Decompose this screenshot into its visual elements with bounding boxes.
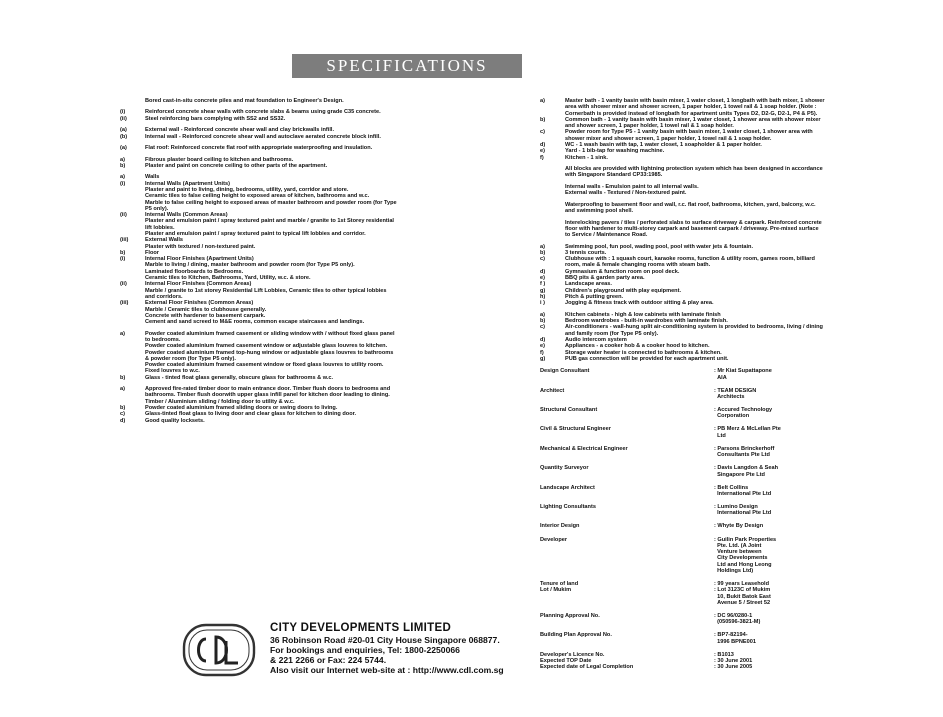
spec-item: [120, 300, 398, 325]
spec-item-text: Internal wall - Reinforced concrete shear wall and autoclave aerated concrete block infill.: [145, 133, 381, 140]
consultant-name: : DC 96/0280-1 (050596-3821-M): [714, 613, 761, 626]
spec-item-text: 3 tennis courts.: [565, 249, 607, 256]
spec-item-text: Internal walls - Emulsion paint to all internal walls. External walls - Textured / Non-textured paint.: [565, 183, 699, 197]
spec-item-marker: (iii): [120, 300, 129, 307]
consultant-row: [540, 426, 825, 439]
spec-item-text: Powder coated aluminium framed casement window or adjustable glass louvres to kitchen.: [145, 343, 388, 350]
spec-item: [540, 202, 825, 215]
consultant-role: Structural Consultant: [540, 407, 598, 414]
consultant-role: Landscape Architect: [540, 484, 595, 491]
spec-item: [120, 237, 398, 250]
spec-item-marker: c): [540, 256, 545, 263]
spec-item-marker: (a): [120, 145, 127, 152]
spec-item-text: Gymnasium & function room on pool deck.: [565, 268, 680, 275]
consultant-role: Mechanical & Electrical Engineer: [540, 445, 628, 452]
consultant-name: : Whyte By Design: [714, 523, 764, 530]
page-title: SPECIFICATIONS: [292, 54, 522, 78]
spec-item-marker: a): [540, 243, 545, 250]
consultant-name: : Accured Technology Corporation: [714, 407, 773, 420]
consultant-row: [540, 465, 825, 478]
spec-item-marker: e): [540, 148, 545, 155]
spec-item: [540, 98, 825, 117]
consultant-role: Lighting Consultants: [540, 504, 596, 511]
company-address: 36 Robinson Road #20-01 City House Singapore 068877.: [270, 635, 500, 645]
spec-item-text: Powder coated aluminium framed top-hung window or adjustable glass louvres to bathrooms & powder room (for Type P5 only).: [145, 349, 395, 362]
spec-item-marker: b): [120, 249, 126, 256]
spec-item: [120, 116, 398, 122]
cdl-logo-icon: [182, 619, 256, 681]
spec-column-right: [540, 98, 825, 678]
consultants-table: [540, 368, 825, 670]
spec-item-text: Master bath - 1 vanity basin with basin mixer, 1 water closet, 1 longbath with bath mixer, 1 shower area with shower mixer and shower screen, 1 paper holder, 1 towel rail & 1 soap holder. (Note : Cornerbath is provided instead of longbath for apartment units Types D2, D2-G, D2-1, P4 & P5).: [565, 98, 827, 117]
spec-item-marker: f): [540, 154, 544, 161]
spec-item: [120, 256, 398, 281]
consultant-role: Architect: [540, 387, 565, 394]
spec-item-marker: (ii): [120, 281, 127, 288]
spec-item-text: Clubhouse with : 1 squash court, karaoke rooms, function & utility room, games room, billiard room, male & female changing rooms with steam bath.: [565, 256, 817, 269]
spec-item: [120, 163, 398, 169]
spec-item-text: Floor: [145, 249, 159, 256]
spec-item-marker: b): [120, 374, 126, 381]
spec-item-text: Bored cast-in-situ concrete piles and mat foundation to Engineer's Design.: [145, 98, 344, 104]
spec-item: [540, 129, 825, 142]
spec-item-marker: c): [120, 411, 125, 418]
spec-item-text: Flat roof: Reinforced concrete flat roof with appropriate waterproofing and insulation.: [145, 145, 373, 152]
consultant-row: [540, 537, 825, 575]
spec-item: [120, 375, 398, 381]
spec-item-marker: h): [540, 293, 546, 300]
website-line: Also visit our Internet web-site at : http://www.cdl.com.sg: [270, 665, 504, 675]
spec-item-marker: a): [540, 98, 545, 104]
consultant-row: [540, 504, 825, 517]
consultant-row: [540, 613, 825, 626]
spec-item-marker: (ii): [120, 212, 127, 219]
spec-item-marker: d): [540, 336, 546, 343]
spec-item-marker: d): [120, 417, 126, 424]
spec-item-text: Plaster and paint on concrete ceiling to other parts of the apartment.: [145, 162, 328, 169]
spec-item-text: Swimming pool, fun pool, wading pool, pool with water jets & fountain.: [565, 243, 753, 250]
consultant-name: : Mr Kiat Supattapone AIA: [714, 368, 772, 381]
spec-item-text: External Walls Plaster with textured / non-textured paint.: [145, 237, 256, 250]
consultant-name: : BP7-82194- 1996 BPNE001: [714, 632, 756, 645]
spec-item-text: Internal Walls (Apartment Units) Plaster and paint to living, dining, bedrooms, utility, yard, corridor and store. Ceramic tiles to false ceiling height to exposed areas of kitchen, bathrooms and w.c. Marble to false ceiling height to exposed areas of master bathroom and powder room (for Type P5 only).: [145, 180, 397, 212]
consultant-role: Planning Approval No.: [540, 613, 600, 620]
consultant-role: Civil & Structural Engineer: [540, 426, 611, 433]
spec-item-text: Steel reinforcing bars complying with SS2 and SS32.: [145, 115, 286, 122]
spec-item-text: Bedroom wardrobes - built-in wardrobes with laminate finish.: [565, 318, 728, 325]
spec-item-text: Internal Walls (Common Areas) Plaster and emulsion paint / spray textured paint and marble / granite to 1st Storey residential lift lobbies. Plaster and emulsion paint / spray textured paint to typical lift lobbies and corridor.: [145, 212, 394, 237]
spec-item-marker: d): [540, 142, 546, 149]
spec-item-marker: b): [540, 318, 546, 325]
spec-column-left: [120, 98, 398, 424]
spec-item-marker: a): [120, 330, 125, 337]
consultant-name: : Parsons Brinckerhoff Consultants Pte Ltd: [714, 445, 775, 459]
spec-item-text: Audio intercom system: [565, 336, 627, 343]
spec-item: [120, 418, 398, 424]
spec-item-text: Children's playground with play equipment.: [565, 287, 682, 294]
consultant-role: Building Plan Approval No.: [540, 632, 612, 639]
consultant-row: [540, 652, 825, 671]
consultant-row: [540, 632, 825, 645]
spec-item-marker: d): [540, 268, 546, 275]
consultant-role: Tenure of land Lot / Mukim: [540, 581, 579, 594]
spec-item-text: Fixed louvres to w.c.: [145, 368, 200, 375]
consultant-name: : Lumino Design International Pte Ltd: [714, 504, 772, 517]
enquiries-line: For bookings and enquiries, Tel: 1800-2250066: [270, 645, 460, 655]
spec-item-text: Appliances - a cooker hob & a cooker hood to kitchen.: [565, 343, 710, 350]
consultant-role: Quantity Surveyor: [540, 465, 589, 472]
spec-item-marker: [540, 202, 565, 215]
spec-item-marker: g): [540, 287, 546, 294]
spec-item-text: Good quality locksets.: [145, 417, 205, 424]
spec-item-marker: [120, 98, 145, 104]
spec-item-text: Pitch & putting green.: [565, 293, 624, 300]
consultant-row: [540, 581, 825, 606]
spec-item-marker: [540, 184, 565, 197]
consultant-role: Developer: [540, 536, 568, 543]
consultant-name: : Belt Collins International Pte Ltd: [714, 484, 772, 497]
consultant-name: : B1013 : 30 June 2001 : 30 June 2005: [714, 651, 753, 671]
spec-item: [540, 324, 825, 337]
spec-item-marker: (i): [120, 256, 126, 263]
consultant-name: : Guilin Park Properties Pte. Ltd. (A Joint Venture between City Developments Ltd and Hong Leong Holdings Ltd): [714, 536, 777, 574]
spec-item: [120, 212, 398, 237]
spec-item-marker: [540, 220, 565, 239]
spec-item-text: Common bath - 1 vanity basin with basin mixer, 1 water closet, 1 shower area with shower mixer and shower screen, 1 paper holder, 1 towel rail & 1 soap holder.: [565, 116, 823, 130]
spec-item-marker: (ii): [120, 115, 127, 122]
spec-item-marker: a): [120, 174, 125, 181]
spec-item-marker: c): [540, 324, 545, 331]
spec-item-text: Walls: [145, 174, 160, 181]
spec-item: [540, 300, 825, 306]
consultant-role: Developer's Licence No. Expected TOP Date Expected date of Legal Completion: [540, 651, 634, 671]
consultant-row: [540, 446, 825, 459]
spec-item-marker: [120, 350, 145, 363]
consultant-name: : 99 years Leasehold : Lot 3123C of Mukim 10, Bukit Batok East Avenue 5 / Street 52: [714, 581, 771, 606]
spec-item-text: Powder coated aluminium framed sliding doors or swing doors to living.: [145, 405, 338, 412]
consultant-row: [540, 407, 825, 420]
spec-item-text: Interelocking pavers / tiles / perforated slabs to surface driveway & carpark. Reinforced concrete floor with hardener to multi-storey carpark and basement carpark / driveway. Pre-mixed surface to Service / Maintenance Road.: [565, 219, 824, 239]
spec-item: [120, 281, 398, 300]
spec-item: [120, 350, 398, 363]
spec-item-text: Jogging & fitness track with outdoor sitting & play area.: [565, 300, 714, 307]
spec-item-text: Yard - 1 bib-tap for washing machine.: [565, 148, 665, 155]
spec-item-text: Internal Floor Finishes (Common Areas) Marble / granite to 1st storey Residential Lift Lobbies, Ceramic tiles to other typical lobbies and corridors.: [145, 281, 387, 300]
spec-item-marker: b): [540, 249, 546, 256]
spec-item-text: Glass-tinted float glass to living door and clear glass for kitchen to dining door.: [145, 411, 357, 418]
spec-item-marker: a): [120, 156, 125, 163]
spec-item-text: External wall - Reinforced concrete shear wall and clay brickwalls infill.: [145, 127, 335, 134]
spec-item-text: Waterproofing to basement floor and wall, r.c. flat roof, bathrooms, kitchen, yard, balcony, w.c. and swimming pool shell.: [565, 201, 818, 215]
spec-item-marker: (b): [120, 133, 128, 140]
spec-item: [540, 220, 825, 239]
spec-item-text: WC - 1 wash basin with tap, 1 water closet, 1 soapholder & 1 paper holder.: [565, 142, 762, 149]
consultant-name: : Davis Langdon & Seah Singapore Pte Ltd: [714, 465, 779, 478]
consultant-name: : PB Merz & McLellan Pte Ltd: [714, 426, 781, 439]
consultant-role: Interior Design: [540, 523, 580, 530]
spec-item-marker: g): [540, 355, 546, 362]
spec-item-text: Powder coated aluminium framed casement window or fixed glass louvres to utility room.: [145, 362, 384, 369]
fax-line: & 221 2266 or Fax: 224 5744.: [270, 655, 387, 665]
spec-item-text: Glass - tinted float glass generally, obscure glass for bathrooms & w.c.: [145, 374, 334, 381]
spec-item-text: Storage water heater is connected to bathrooms & kitchen.: [565, 349, 722, 356]
spec-item: [120, 181, 398, 212]
spec-item: [120, 331, 398, 344]
spec-item-marker: e): [540, 343, 545, 350]
spec-item: [540, 184, 825, 197]
spec-item-text: Approved fire-rated timber door to main entrance door. Timber flush doors to bedrooms and bathrooms. Timber flush doorwith upper glass infill panel for kitchen door leading to dining. Timber / Aluminium sliding / folding door to utility & w.c.: [145, 386, 392, 405]
spec-item-marker: f): [540, 349, 544, 356]
spec-item-text: Fibrous plaster board ceiling to kitchen and bathrooms.: [145, 156, 294, 163]
spec-item: [540, 117, 825, 130]
spec-item-marker: b): [120, 162, 126, 169]
spec-item-marker: (a): [120, 127, 127, 134]
consultant-role: Design Consultant: [540, 368, 590, 375]
footer-contact: [270, 622, 504, 675]
spec-item-marker: (iii): [120, 237, 129, 244]
spec-item-text: External Floor Finishes (Common Areas) Marble / Ceramic tiles to clubhouse generally. Concrete with hardener to basement carpark. Cement and sand screed to M&E rooms, common escape staircases and landings.: [145, 300, 365, 326]
spec-item-text: Powder room for Type P5 - 1 vanity basin with basin mixer, 1 water closet, 1 shower area with shower mixer and shower screen, 1 paper holder, 1 towel rail & 1 soap holder.: [565, 129, 815, 142]
spec-item-text: All blocks are provided with lightning protection system which has been designed in accordance with Singapore Standard CP33:1985.: [565, 166, 825, 179]
consultant-row: [540, 485, 825, 498]
spec-list-right: [540, 98, 825, 362]
spec-item-marker: a): [540, 311, 545, 318]
spec-item-marker: a): [120, 386, 125, 393]
spec-item-text: Powder coated aluminium framed casement or sliding window with / without fixed glass panel to bedrooms.: [145, 330, 397, 343]
spec-item-text: PUB gas connection will be provided for each apartment unit.: [565, 355, 729, 362]
spec-item-text: Internal Floor Finishes (Apartment Units) Marble to living / dining, master bathroom and powder room (for Type P5 only). Laminated floorboards to Bedrooms. Ceramic tiles to Kitchen, Bathrooms, Yard, Utility, w.c. & store.: [145, 256, 355, 282]
spec-item: [120, 386, 398, 405]
spec-item: [540, 155, 825, 161]
spec-item-marker: b): [120, 405, 126, 412]
consultant-name: : TEAM DESIGN Architects: [714, 387, 757, 400]
spec-item: [120, 134, 398, 140]
spec-item: [120, 145, 398, 151]
spec-item-marker: i ): [540, 300, 545, 307]
consultant-row: [540, 388, 825, 401]
spec-item-text: BBQ pits & garden party area.: [565, 275, 645, 282]
spec-item-marker: (i): [120, 180, 126, 187]
spec-item-text: Air-conditioners - wall-hung split air-conditioning system is provided to bedrooms, living / dining and family room (for Type P5 only).: [565, 324, 825, 337]
spec-item-marker: b): [540, 116, 546, 123]
spec-item: [540, 256, 825, 269]
spec-item-marker: (i): [120, 109, 126, 116]
consultant-row: [540, 523, 825, 529]
spec-item-marker: f ): [540, 281, 546, 288]
spec-item-marker: c): [540, 129, 545, 136]
spec-item-text: Reinforced concrete shear walls with concrete slabs & beams using grade C35 concrete.: [145, 109, 381, 116]
consultant-row: [540, 368, 825, 381]
spec-item-text: Kitchen - 1 sink.: [565, 154, 608, 161]
spec-item-text: Landscape areas.: [565, 281, 612, 288]
spec-item-marker: e): [540, 275, 545, 282]
spec-item: [120, 98, 398, 104]
company-name: CITY DEVELOPMENTS LIMITED: [270, 622, 452, 634]
spec-item: [540, 166, 825, 179]
spec-item: [540, 356, 825, 362]
spec-item-marker: [540, 166, 565, 179]
spec-item-text: Kitchen cabinets - high & low cabinets with laminate finish: [565, 311, 721, 318]
